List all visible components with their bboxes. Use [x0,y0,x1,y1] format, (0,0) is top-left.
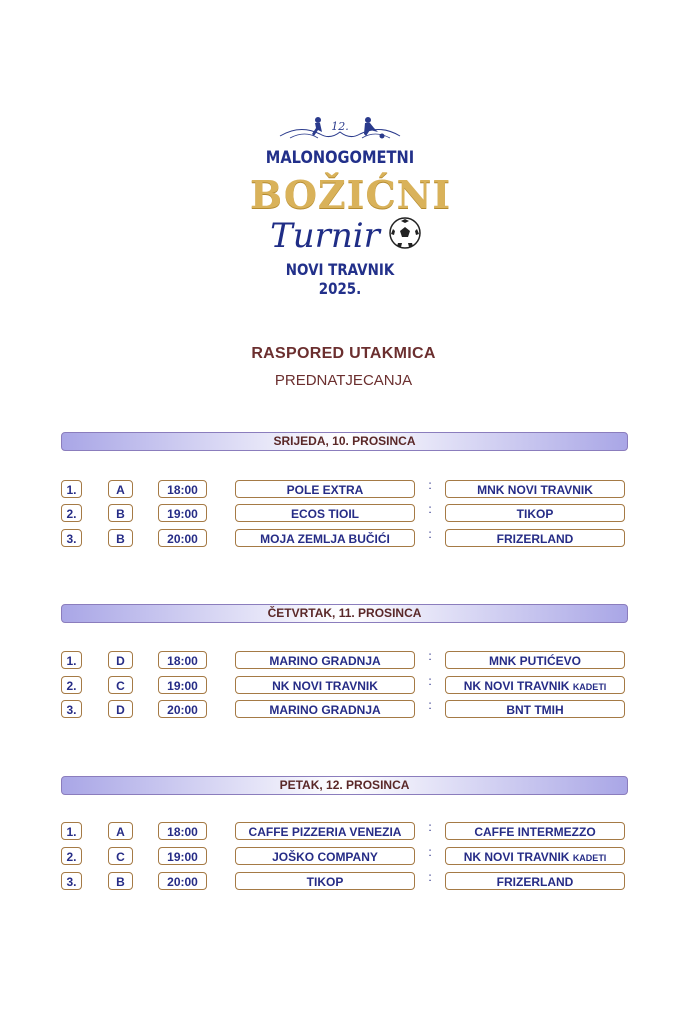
away-team [445,700,625,718]
match-number: 3. [61,529,82,547]
away-team [445,872,625,890]
home-team: CAFFE PIZZERIA VENEZIA [235,822,415,840]
away-team-name: NK NOVI TRAVNIK [463,850,570,864]
logo-line-turnir: Turnir [270,216,380,256]
match-row [0,504,687,524]
away-team-suffix: KADETI [572,682,607,692]
match-row [0,480,687,500]
match-time: 19:00 [158,847,207,865]
home-team: MARINO GRADNJA [235,700,415,718]
match-row [0,676,687,696]
logo-line-bozicni: BOŽIĆNI [250,172,452,217]
match-group: D [108,651,133,669]
home-team: JOŠKO COMPANY [235,847,415,865]
away-team-name: MNK PUTIĆEVO [488,654,581,668]
edition-number: 12. [331,120,349,133]
away-team [445,651,625,669]
logo-line-malonogometni: MALONOGOMETNI [265,148,415,168]
home-team: NK NOVI TRAVNIK [235,676,415,694]
away-team-name: CAFFE INTERMEZZO [474,825,596,839]
match-number: 2. [61,676,82,694]
score-separator: : [428,478,432,492]
away-team-name: FRIZERLAND [496,532,574,546]
home-team: MARINO GRADNJA [235,651,415,669]
score-separator: : [428,820,432,834]
logo-line-location-year: NOVI TRAVNIK 2025. [285,260,395,298]
match-row [0,872,687,892]
match-number: 2. [61,504,82,522]
score-separator: : [428,502,432,516]
match-group: B [108,504,133,522]
away-team-name: MNK NOVI TRAVNIK [477,483,593,497]
match-row [0,700,687,720]
home-team: POLE EXTRA [235,480,415,498]
match-group: A [108,822,133,840]
away-team-name: FRIZERLAND [496,875,574,889]
score-separator: : [428,527,432,541]
home-team: MOJA ZEMLJA BUČIĆI [235,529,415,547]
match-row [0,822,687,842]
away-team [445,529,625,547]
match-row [0,651,687,671]
match-row [0,529,687,549]
score-separator: : [428,870,432,884]
away-team-suffix: KADETI [572,853,607,863]
away-team-name: TIKOP [516,507,554,521]
home-team: TIKOP [235,872,415,890]
match-number: 1. [61,651,82,669]
match-group: B [108,529,133,547]
away-team [445,480,625,498]
match-time: 20:00 [158,529,207,547]
match-time: 20:00 [158,872,207,890]
match-number: 1. [61,822,82,840]
away-team [445,847,625,865]
match-number: 2. [61,847,82,865]
match-time: 18:00 [158,822,207,840]
match-number: 1. [61,480,82,498]
match-number: 3. [61,872,82,890]
match-time: 19:00 [158,504,207,522]
match-row [0,847,687,867]
away-team-name: NK NOVI TRAVNIK [463,679,570,693]
day-header: SRIJEDA, 10. PROSINCA [61,432,628,451]
day-header: PETAK, 12. PROSINCA [61,776,628,795]
score-separator: : [428,649,432,663]
tournament-logo [250,108,452,298]
match-group: C [108,676,133,694]
score-separator: : [428,698,432,712]
page-title: RASPORED UTAKMICA [251,345,436,362]
match-time: 19:00 [158,676,207,694]
day-header: ČETVRTAK, 11. PROSINCA [61,604,628,623]
match-time: 18:00 [158,480,207,498]
match-group: C [108,847,133,865]
score-separator: : [428,845,432,859]
home-team: ECOS TIOIL [235,504,415,522]
away-team [445,822,625,840]
match-group: D [108,700,133,718]
match-group: A [108,480,133,498]
match-number: 3. [61,700,82,718]
match-time: 18:00 [158,651,207,669]
match-time: 20:00 [158,700,207,718]
score-separator: : [428,674,432,688]
away-team [445,504,625,522]
away-team [445,676,625,694]
away-team-name: BNT TMIH [506,703,564,717]
soccer-ball-icon [388,216,422,250]
page-subtitle: PREDNATJECANJA [274,372,413,389]
match-group: B [108,872,133,890]
